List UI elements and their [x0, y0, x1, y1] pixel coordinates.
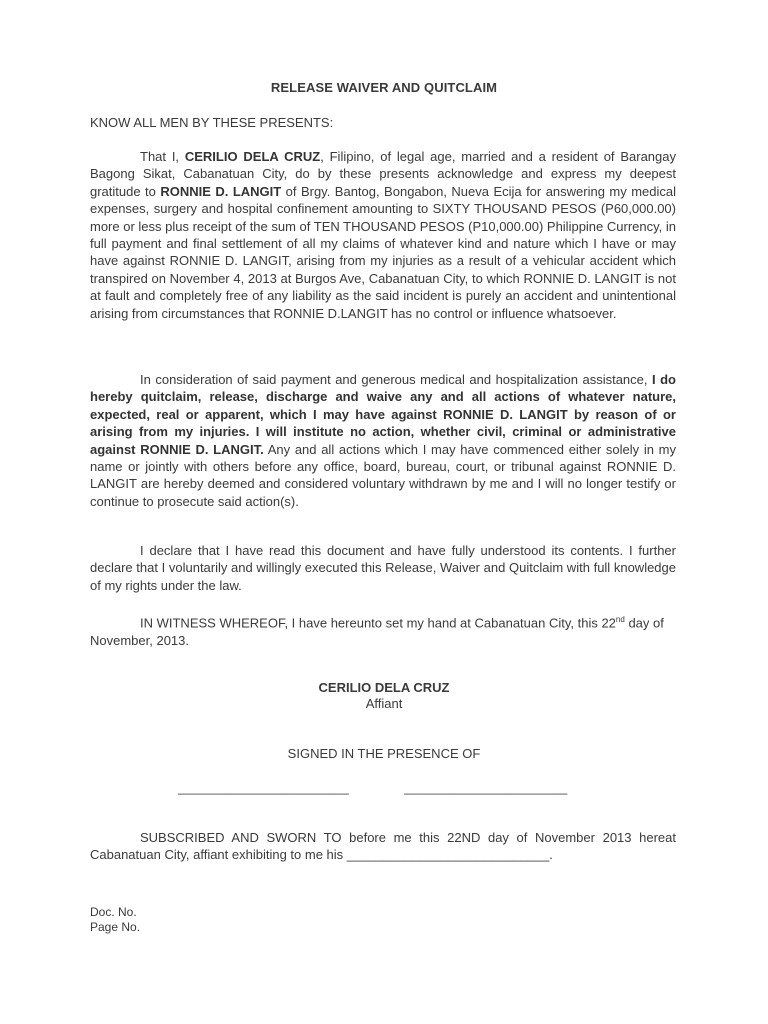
affiant-role: Affiant [365, 696, 403, 711]
document-title: RELEASE WAIVER AND QUITCLAIM [270, 80, 498, 95]
doc-number-label: Doc. No. [90, 905, 137, 919]
paragraph-quitclaim [90, 371, 676, 510]
p5-text: SUBSCRIBED AND SWORN TO before me this 22ND day of November 2013 hereat Cabanatuan City, affiant exhibiting to me his ____________________________. [90, 830, 676, 863]
p1-text-2: , Filipino, of legal age, married and a resident of Barangay Bagong Sikat, Cabanatuan City, do by these presents acknowledge and express my deepest gratitude to [90, 149, 676, 199]
p1-affiant-name: CERILIO DELA CRUZ [184, 149, 321, 164]
p1-party-name: RONNIE D. LANGIT [160, 183, 282, 199]
witness-signature-line-2: ______________________ [404, 780, 568, 795]
salutation: KNOW ALL MEN BY THESE PRESENTS: [90, 115, 334, 130]
p4-text-1: IN WITNESS WHEREOF, I have hereunto set my hand at Cabanatuan City, this 22 [140, 615, 616, 631]
p1-text-1: That I, [140, 149, 185, 164]
p2-bold-clause: I do hereby quitclaim, release, discharge and waive any and all actions of whatever nature, expected, real or apparent, which I may have against RONNIE D. LANGIT by reason of or arising from my injuries. I will institute no action, whether civil, criminal or administrative against RONNIE D. LANGIT. [90, 372, 676, 457]
p2-text-2: Any and all actions which I may have commenced either solely in my name or jointly with others before any office, board, bureau, court, or tribunal against RONNIE D. LANGIT are hereby deemed and considered voluntary withdrawn by me and I will no longer testify or continue to prosecute said action(s). [90, 441, 676, 509]
paragraph-jurat [90, 829, 676, 864]
p2-text-1: In consideration of said payment and generous medical and hospitalization assistance, [140, 372, 652, 387]
signed-presence-heading: SIGNED IN THE PRESENCE OF [287, 746, 481, 761]
paragraph-witness [90, 611, 676, 649]
p4-ordinal-suffix: nd [615, 615, 625, 624]
p1-text-3: of Brgy. Bantog, Bongabon, Nueva Ecija for answering my medical expenses, surgery and hospital confinement amounting to SIXTY THOUSAND PESOS (P60,000.00) more or less plus receipt of the sum of TEN THOUSAND PESOS (P10,000.00) Philippine Currency, in full payment and final settlement of all my claims of whatever kind and nature which I have or may have against RONNIE D. LANGIT, arising from my injuries as a result of a vehicular accident which transpired on November 4, 2013 at Burgos Ave, Cabanatuan City, to which RONNIE D. LANGIT is not at fault and completely free of any liability as the said incident is purely an accident and unintentional arising from circumstances that RONNIE D.LANGIT has no control or influence whatsoever. [90, 183, 676, 321]
page-number-label: Page No. [90, 920, 141, 934]
p4-text-2: day of November, 2013. [90, 615, 664, 648]
paragraph-declaration [90, 542, 676, 594]
paragraph-release [90, 148, 676, 322]
affiant-name: CERILIO DELA CRUZ [318, 680, 450, 695]
p3-text: I declare that I have read this document and have fully understood its contents. I further declare that I voluntarily and willingly executed this Release, Waiver and Quitclaim with full knowledge of my rights under the law. [90, 543, 676, 593]
witness-signature-line-1: _______________________ [178, 780, 349, 795]
